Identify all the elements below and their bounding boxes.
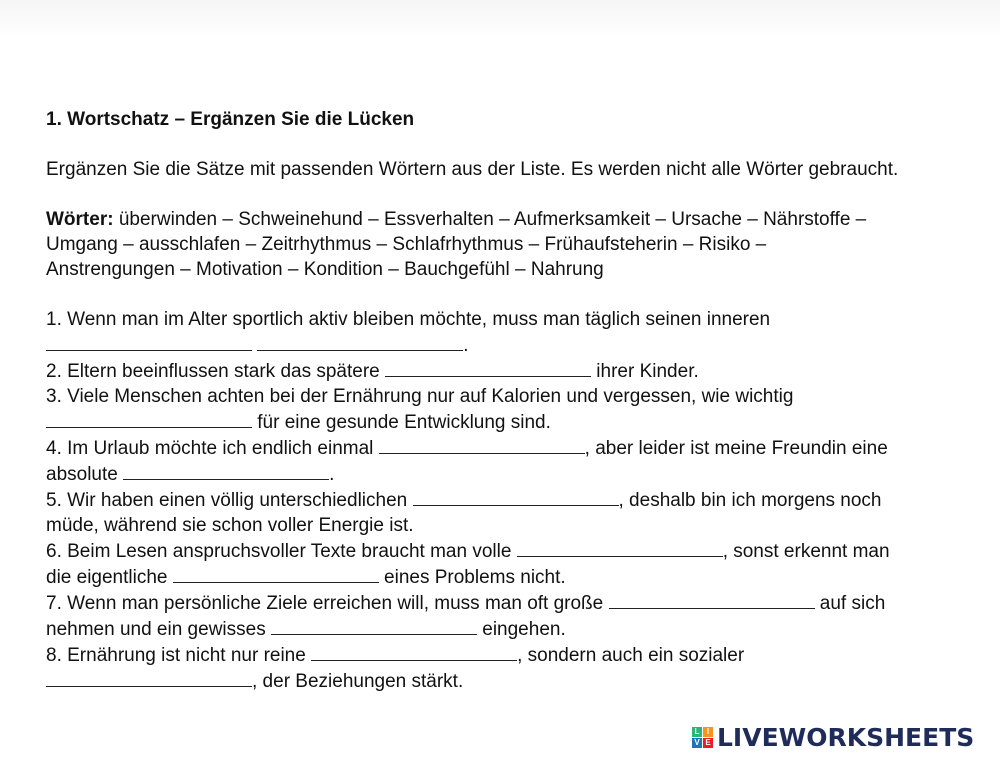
blank-3[interactable]	[46, 409, 252, 428]
top-shadow	[0, 0, 1000, 40]
item-5-line-2: müde, während sie schon voller Energie ist.	[46, 515, 414, 536]
item-4-line-1: 4. Im Urlaub möchte ich endlich einmal , aber leider ist meine Freundin eine	[46, 435, 976, 461]
exercise-items	[46, 307, 976, 694]
logo-text: LIVEWORKSHEETS	[717, 722, 975, 752]
item-7-line-1: 7. Wenn man persönliche Ziele erreichen will, muss man oft große auf sich	[46, 590, 976, 616]
blank-8b[interactable]	[46, 668, 252, 687]
blank-2[interactable]	[385, 358, 591, 377]
item-3-line-1: 3. Viele Menschen achten bei der Ernährung nur auf Kalorien und vergessen, wie wichtig	[46, 386, 794, 407]
instruction-text: Ergänzen Sie die Sätze mit passenden Wörtern aus der Liste. Es werden nicht alle Wörter gebraucht.	[46, 159, 899, 180]
logo-mark-icon	[692, 727, 713, 748]
logo-mark-l: L	[692, 727, 702, 737]
blank-7a[interactable]	[609, 590, 815, 609]
blank-8a[interactable]	[311, 642, 517, 661]
item-5-line-1: 5. Wir haben einen völlig unterschiedlichen , deshalb bin ich morgens noch	[46, 487, 976, 513]
blank-5[interactable]	[413, 487, 619, 506]
blank-1b[interactable]	[257, 332, 463, 351]
logo-mark-e: E	[703, 738, 713, 748]
blank-6b[interactable]	[173, 564, 379, 583]
blank-1a[interactable]	[46, 332, 252, 351]
item-7-line-2: nehmen und ein gewisses eingehen.	[46, 616, 976, 642]
section-title: 1. Wortschatz – Ergänzen Sie die Lücken	[46, 109, 415, 130]
item-4-line-2: absolute .	[46, 461, 976, 487]
worksheet-content	[46, 107, 976, 694]
word-list	[46, 207, 976, 282]
blank-6a[interactable]	[517, 538, 723, 557]
item-6-line-1: 6. Beim Lesen anspruchsvoller Texte braucht man volle , sonst erkennt man	[46, 538, 976, 564]
word-list-line-1: überwinden – Schweinehund – Essverhalten – Aufmerksamkeit – Ursache – Nährstoffe –	[118, 209, 867, 230]
item-2: 2. Eltern beeinflussen stark das spätere ihrer Kinder.	[46, 358, 976, 384]
item-1-line-1: 1. Wenn man im Alter sportlich aktiv bleiben möchte, muss man täglich seinen inneren	[46, 309, 771, 330]
word-list-line-2: Umgang – ausschlafen – Zeitrhythmus – Schlafrhythmus – Frühaufsteherin – Risiko –	[46, 234, 767, 255]
item-8-line-2: , der Beziehungen stärkt.	[46, 668, 976, 694]
blank-4a[interactable]	[379, 435, 585, 454]
word-list-label: Wörter:	[46, 209, 114, 230]
blank-7b[interactable]	[271, 616, 477, 635]
item-3-line-2: für eine gesunde Entwicklung sind.	[46, 409, 976, 435]
logo-mark-i: I	[703, 727, 713, 737]
word-list-line-3: Anstrengungen – Motivation – Kondition – Bauchgefühl – Nahrung	[46, 259, 604, 280]
liveworksheets-logo[interactable]	[692, 722, 974, 752]
item-6-line-2: die eigentliche eines Problems nicht.	[46, 564, 976, 590]
item-8-line-1: 8. Ernährung ist nicht nur reine , sondern auch ein sozialer	[46, 642, 976, 668]
item-1-line-2: .	[46, 332, 976, 358]
logo-mark-v: V	[692, 738, 702, 748]
blank-4b[interactable]	[123, 461, 329, 480]
